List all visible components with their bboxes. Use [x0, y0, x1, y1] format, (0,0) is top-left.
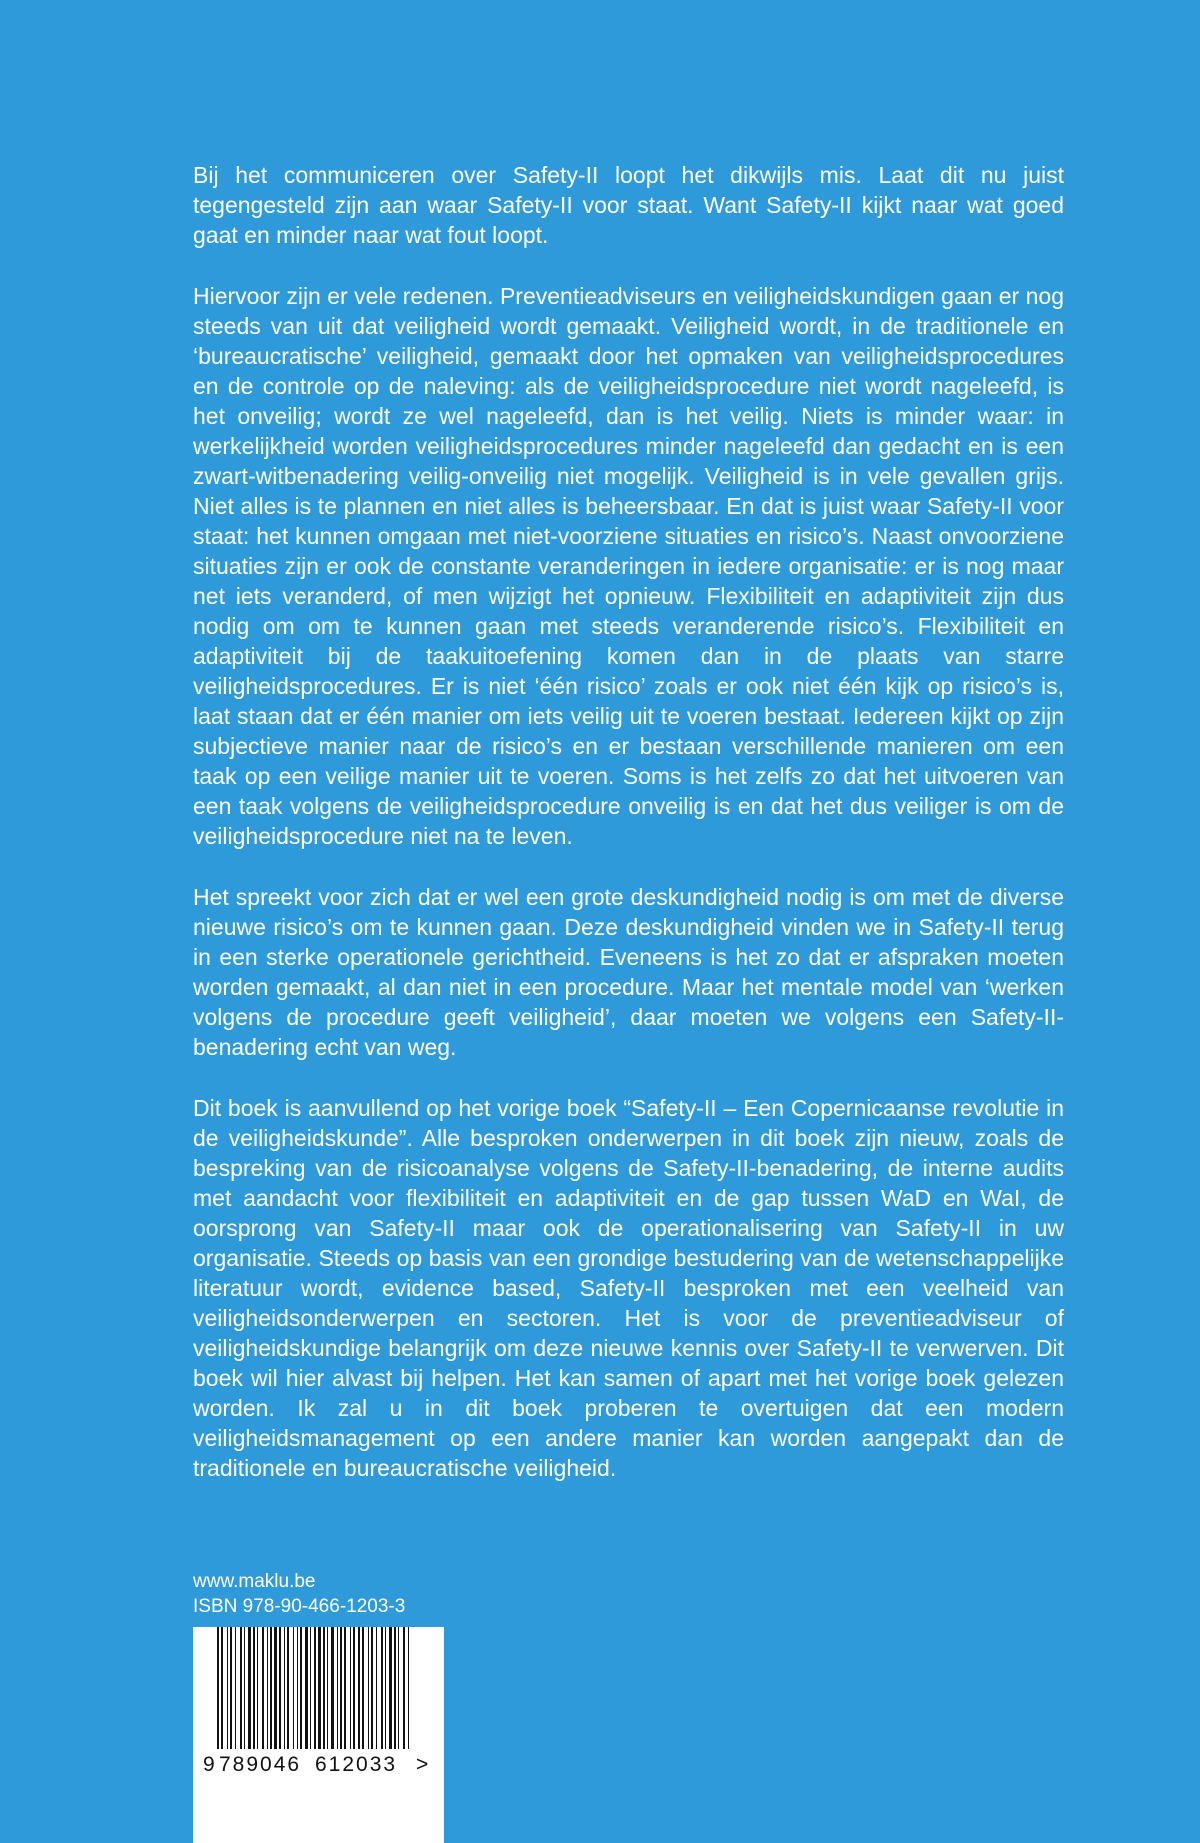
barcode-digits-left: 789046 — [219, 1753, 302, 1776]
barcode-bar — [270, 1627, 272, 1749]
barcode-bar — [279, 1627, 281, 1749]
blurb-paragraph-1: Bij het communiceren over Safety-II loopt het dikwijls mis. Laat dit nu juist tegengesteld zijn aan waar Safety-II voor staat. Want Safety-II kijkt naar wat goed gaat en minder naar wat fout loopt. — [193, 162, 1064, 248]
barcode-bar — [358, 1627, 360, 1749]
barcode-bar — [344, 1627, 346, 1749]
barcode-bar — [300, 1627, 302, 1749]
barcode-digit-lead: 9 — [203, 1753, 215, 1776]
barcode-bar — [248, 1627, 251, 1749]
barcode-bar — [235, 1627, 236, 1749]
barcode-bar — [327, 1627, 328, 1749]
barcode-bar — [318, 1627, 321, 1749]
barcode-bar — [305, 1627, 308, 1749]
back-cover-blurb — [193, 160, 1064, 1514]
isbn-number: ISBN 978-90-466-1203-3 — [193, 1596, 406, 1617]
barcode-bar — [350, 1627, 351, 1749]
barcode-bar — [337, 1627, 338, 1749]
barcode-bar — [267, 1627, 268, 1749]
barcode-bar — [389, 1627, 392, 1749]
barcode-bar — [262, 1627, 264, 1749]
barcode-bar — [398, 1627, 399, 1749]
barcode-bar — [381, 1627, 383, 1749]
barcode-bar — [376, 1627, 377, 1749]
barcode-bar — [368, 1627, 369, 1749]
barcode-bar — [297, 1627, 298, 1749]
barcode-bar — [314, 1627, 316, 1749]
barcode-bar — [323, 1627, 325, 1749]
barcode-bars — [217, 1627, 409, 1749]
barcode-bar — [287, 1627, 289, 1749]
barcode-bar — [257, 1627, 258, 1749]
barcode-bar — [217, 1627, 219, 1749]
publisher-website: www.maklu.be — [193, 1571, 316, 1592]
barcode-bar — [403, 1627, 405, 1749]
barcode-bar — [293, 1627, 294, 1749]
barcode-bar — [284, 1627, 285, 1749]
barcode-bar — [230, 1627, 232, 1749]
barcode-digits-right: 612033 — [315, 1753, 398, 1776]
barcode-bar — [408, 1627, 409, 1749]
barcode-bar — [253, 1627, 255, 1749]
barcode-graphic — [193, 1627, 444, 1843]
publisher-info — [193, 1569, 405, 1619]
barcode-bar — [331, 1627, 334, 1749]
barcode-bar — [371, 1627, 373, 1749]
barcode-bar — [244, 1627, 245, 1749]
barcode-bar — [385, 1627, 386, 1749]
barcode-bar — [274, 1627, 277, 1749]
barcode-bar — [362, 1627, 364, 1749]
barcode-bar — [240, 1627, 242, 1749]
barcode-bar — [310, 1627, 311, 1749]
blurb-paragraph-4: Dit boek is aanvullend op het vorige boek “Safety-II – Een Copernicaanse revolutie in de veiligheidskunde”. Alle besproken onderwerpen in dit boek zijn nieuw, zoals de bespreking van de risicoanalyse volgens de Safety-II-benadering, de interne audits met aandacht voor flexibiliteit en adaptiviteit en de gap tussen WaD en WaI, de oorsprong van Safety-II maar ook de operationalisering van Safety-II in uw organisatie. Steeds op basis van een grondige bestudering van de wetenschappelijke literatuur wordt, evidence based, Safety-II besproken met een veelheid van veiligheidsonderwerpen en sectoren. Het is voor de preventieadviseur of veiligheidskundige belangrijk om deze nieuwe kennis over Safety-II te verwerven. Dit boek wil hier alvast bij helpen. Het kan samen of apart met het vorige boek gelezen worden. Ik zal u in dit boek proberen te overtuigen dat een modern veiligheidsmanagement op een andere manier kan worden aangepakt dan de traditionele en bureaucratische veiligheid. — [193, 1095, 1064, 1481]
barcode-bar — [340, 1627, 342, 1749]
barcode-bar — [227, 1627, 228, 1749]
barcode-bar — [221, 1627, 223, 1749]
barcode — [193, 1627, 444, 1843]
blurb-paragraph-3: Het spreekt voor zich dat er wel een grote deskundigheid nodig is om met de diverse nieuwe risico’s om te kunnen gaan. Deze deskundigheid vinden we in Safety-II terug in een sterke operationele gerichtheid. Eveneens is het zo dat er afspraken moeten worden gemaakt, al dan niet in een procedure. Maar het mentale model van ‘werken volgens de procedure geeft veiligheid’, daar moeten we volgens een Safety-II-benadering echt van weg. — [193, 884, 1064, 1060]
barcode-bar — [353, 1627, 355, 1749]
blurb-paragraph-2: Hiervoor zijn er vele redenen. Preventieadviseurs en veiligheidskundigen gaan er nog steeds van uit dat veiligheid wordt gemaakt. Veiligheid wordt, in de traditionele en ‘bureaucratische’ veiligheid, gemaakt door het opmaken van veiligheidsprocedures en de controle op de naleving: als de veiligheidsprocedure niet wordt nageleefd, is het onveilig; wordt ze wel nageleefd, dan is het veilig. Niets is minder waar: in werkelijkheid worden veiligheidsprocedures minder nageleefd dan gedacht en is een zwart-witbenadering veilig-onveilig niet mogelijk. Veiligheid is in vele gevallen grijs. Niet alles is te plannen en niet alles is beheersbaar. En dat is juist waar Safety-II voor staat: het kunnen omgaan met niet-voorziene situaties en risico’s. Naast onvoorziene situaties zijn er ook de constante veranderingen in iedere organisatie: er is nog maar net iets veranderd, of men wijzigt het opnieuw. Flexibiliteit en adaptiviteit zijn dus nodig om om te kunnen gaan met steeds veranderende risico’s. Flexibiliteit en adaptiviteit bij de taakuitoefening komen dan in de plaats van starre veiligheidsprocedures. Er is niet ‘één risico’ zoals er ook niet één kijk op risico’s is, laat staan dat er één manier om iets veilig uit te voeren bestaat. Iedereen kijkt op zijn subjectieve manier naar de risico’s en er bestaan verschillende manieren om een taak op een veilige manier uit te voeren. Soms is het zelfs zo dat het uitvoeren van een taak volgens de veiligheidsprocedure onveilig is en dat het dus veiliger is om de veiligheidsprocedure niet na te leven. — [193, 283, 1064, 849]
barcode-bar — [394, 1627, 396, 1749]
barcode-arrow: > — [416, 1753, 429, 1776]
